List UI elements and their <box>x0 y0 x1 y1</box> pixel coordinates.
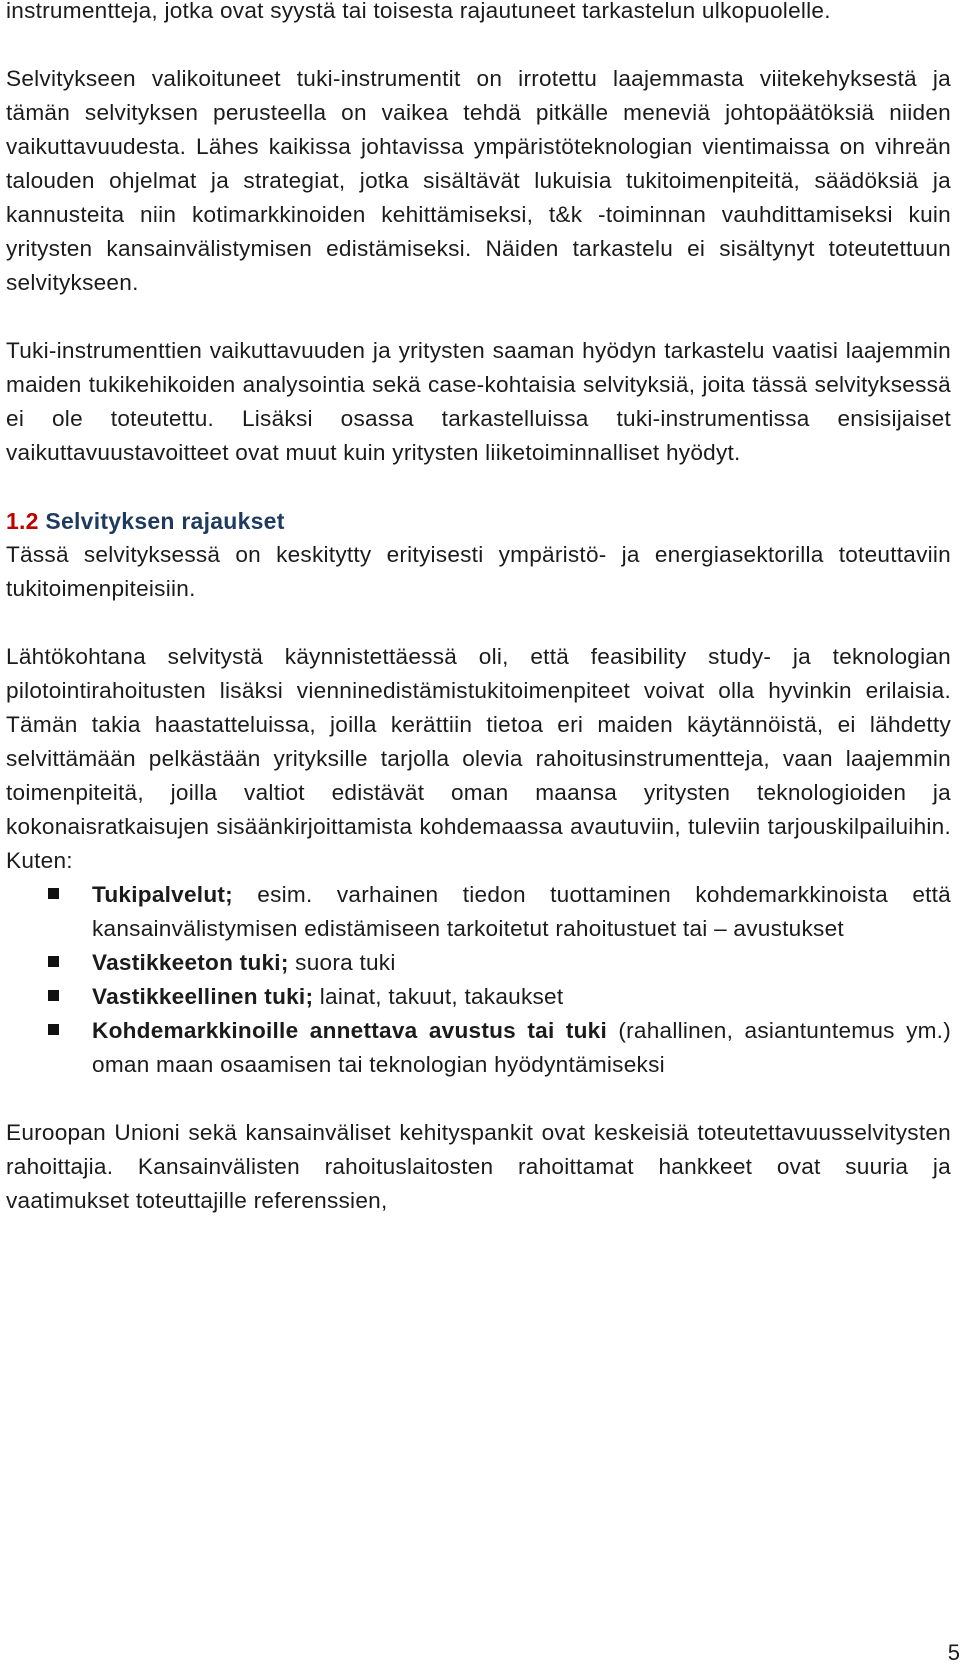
square-bullet-icon <box>48 1024 59 1035</box>
section-heading <box>6 504 951 538</box>
page-number: 5 <box>947 1640 960 1665</box>
paragraph-scope-limitations: Selvitykseen valikoituneet tuki-instrumentit on irrotettu laajemmasta viitekehyksestä ja tämän selvityksen perusteella on vaikea tehdä pitkälle meneviä johtopäätöksiä niiden vaikuttavuudesta. Lähes kaikissa johtavissa ympäristöteknologian vientimaissa on vihreän talouden ohjelmat ja strategiat, jotka sisältävät lukuisia tukitoimenpiteitä, säädöksiä ja kannusteita niin kotimarkkinoiden kehittämiseksi, t&k -toiminnan vauhdittamiseksi kuin yritysten kansainvälistymisen edistämiseksi. Näiden tarkastelu ei sisältynyt toteutettuun selvitykseen. <box>6 66 951 295</box>
list-item <box>6 878 951 946</box>
list-item-bold: Vastikkeeton tuki; <box>92 950 289 975</box>
list-item-bold: Vastikkeellinen tuki; <box>92 984 314 1009</box>
paragraph-continuation: instrumentteja, jotka ovat syystä tai toisesta rajautuneet tarkastelun ulkopuolelle. <box>6 0 831 23</box>
list-item <box>6 1014 951 1082</box>
paragraph-funders: Euroopan Unioni sekä kansainväliset kehityspankit ovat keskeisiä toteutettavuusselvitysten rahoittajia. Kansainvälisten rahoituslaitosten rahoittamat hankkeet ovat suuria ja vaatimukset toteuttajille referenssien, <box>6 1120 951 1213</box>
list-item-text: esim. varhainen tiedon tuottaminen kohdemarkkinoista että kansainvälistymisen edistämiseen tarkoitetut rahoitustuet tai – avustukset <box>92 882 951 941</box>
list-item-bold: Tukipalvelut; <box>92 882 233 907</box>
document-page <box>6 0 951 1218</box>
square-bullet-icon <box>48 956 59 967</box>
list-item-text: suora tuki <box>288 950 396 975</box>
list-item <box>6 980 951 1014</box>
paragraph-effectiveness: Tuki-instrumenttien vaikuttavuuden ja yritysten saaman hyödyn tarkastelu vaatisi laajemmin maiden tukikehikoiden analysointia sekä case-kohtaisia selvityksiä, joita tässä selvityksessä ei ole toteutettu. Lisäksi osassa tarkastelluissa tuki-instrumentissa ensisijaiset vaikuttavuustavoitteet ovat muut kuin yritysten liiketoiminnalliset hyödyt. <box>6 338 951 465</box>
paragraph-starting-point: Lähtökohtana selvitystä käynnistettäessä oli, että feasibility study- ja teknologian pilotointirahoitusten lisäksi vienninedistämistukitoimenpiteet voivat olla hyvinkin erilaisia. Tämän takia haastatteluissa, joilla kerättiin tietoa eri maiden käytännöistä, ei lähdetty selvittämään pelkästään yrityksille tarjolla olevia rahoitusinstrumentteja, vaan laajemmin toimenpiteitä, joilla valtiot edistävät oman maansa yritysten teknologioiden ja kokonaisratkaisujen sisäänkirjoittamista kohdemaassa avautuviin, tuleviin tarjouskilpailuihin. Kuten: <box>6 644 951 873</box>
list-item <box>6 946 951 980</box>
list-item-text: (rahallinen, asiantuntemus ym.) oman maan osaamisen tai teknologian hyödyntämiseksi <box>92 1018 951 1077</box>
section-number: 1.2 <box>6 508 39 534</box>
list-item-bold: Kohdemarkkinoille annettava avustus tai tuki <box>92 1018 607 1043</box>
paragraph-focus: Tässä selvityksessä on keskitytty erityisesti ympäristö- ja energiasektorilla toteuttaviin tukitoimenpiteisiin. <box>6 542 951 601</box>
square-bullet-icon <box>48 888 59 899</box>
support-types-list <box>6 878 951 1082</box>
list-item-text: lainat, takuut, takaukset <box>313 984 564 1009</box>
section-title: Selvityksen rajaukset <box>45 508 285 534</box>
square-bullet-icon <box>48 990 59 1001</box>
